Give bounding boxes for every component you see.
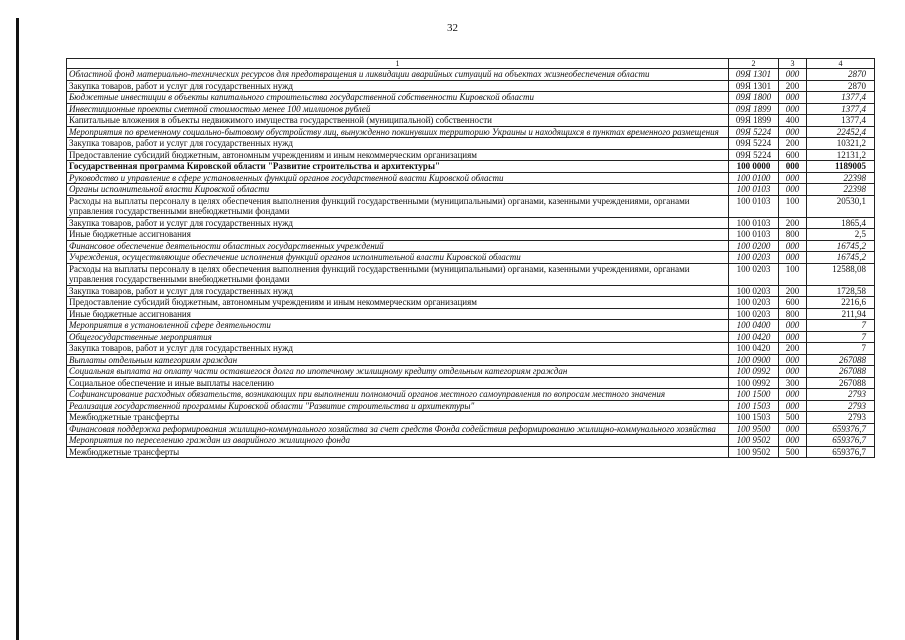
row-target-code: 09Я 1899 [729, 115, 779, 127]
row-description: Иные бюджетные ассигнования [67, 308, 729, 320]
table-row [67, 389, 875, 401]
row-amount: 7 [807, 320, 875, 332]
row-expense-type: 100 [779, 195, 807, 217]
row-amount: 2793 [807, 412, 875, 424]
table-row [67, 435, 875, 447]
table-row [67, 297, 875, 309]
row-expense-type: 200 [779, 80, 807, 92]
row-description: Финансовая поддержка реформирования жилищно-коммунального хозяйства за счет средств Фонда содействия реформированию жилищно-коммунального хозяйства [67, 423, 729, 435]
row-amount: 2216,6 [807, 297, 875, 309]
row-expense-type: 000 [779, 252, 807, 264]
row-description: Закупка товаров, работ и услуг для государственных нужд [67, 217, 729, 229]
row-amount: 16745,2 [807, 252, 875, 264]
column-number-4: 4 [807, 59, 875, 69]
row-target-code: 09Я 1899 [729, 103, 779, 115]
row-target-code: 100 0103 [729, 195, 779, 217]
row-target-code: 100 9502 [729, 446, 779, 458]
table-row [67, 446, 875, 458]
table-row [67, 343, 875, 355]
row-amount: 22398 [807, 184, 875, 196]
row-description: Софинансирование расходных обязательств, возникающих при выполнении полномочий органов местного самоуправления по вопросам местного значения [67, 389, 729, 401]
row-amount: 2870 [807, 80, 875, 92]
row-description: Закупка товаров, работ и услуг для государственных нужд [67, 80, 729, 92]
row-expense-type: 000 [779, 331, 807, 343]
row-description: Межбюджетные трансферты [67, 412, 729, 424]
row-expense-type: 200 [779, 285, 807, 297]
table-row [67, 377, 875, 389]
table-row [67, 412, 875, 424]
row-description: Реализация государственной программы Кировской области "Развитие строительства и архитектуры" [67, 400, 729, 412]
table-row [67, 308, 875, 320]
row-expense-type: 000 [779, 103, 807, 115]
row-description: Межбюджетные трансферты [67, 446, 729, 458]
table-row [67, 229, 875, 241]
row-amount: 659376,7 [807, 435, 875, 447]
row-target-code: 100 0203 [729, 285, 779, 297]
row-target-code: 100 0103 [729, 217, 779, 229]
row-amount: 22398 [807, 172, 875, 184]
row-target-code: 100 0200 [729, 240, 779, 252]
row-description: Мероприятия в установленной сфере деятельности [67, 320, 729, 332]
row-target-code: 100 0203 [729, 263, 779, 285]
row-description: Иные бюджетные ассигнования [67, 229, 729, 241]
row-expense-type: 000 [779, 320, 807, 332]
row-description: Бюджетные инвестиции в объекты капитального строительства государственной собственности Кировской области [67, 92, 729, 104]
row-expense-type: 000 [779, 184, 807, 196]
row-expense-type: 800 [779, 308, 807, 320]
table-row [67, 138, 875, 150]
row-amount: 1377,4 [807, 103, 875, 115]
row-target-code: 100 0992 [729, 366, 779, 378]
row-expense-type: 000 [779, 389, 807, 401]
row-expense-type: 000 [779, 240, 807, 252]
row-description: Предоставление субсидий бюджетным, автономным учреждениям и иным некоммерческим организациям [67, 149, 729, 161]
table-row [67, 184, 875, 196]
row-target-code: 100 9500 [729, 423, 779, 435]
row-expense-type: 500 [779, 412, 807, 424]
table-row [67, 92, 875, 104]
budget-table-container [66, 58, 874, 458]
table-row [67, 217, 875, 229]
row-description: Социальная выплата на оплату части оставшегося долга по ипотечному жилищному кредиту отдельным категориям граждан [67, 366, 729, 378]
table-row [67, 400, 875, 412]
row-amount: 1728,58 [807, 285, 875, 297]
table-row [67, 149, 875, 161]
row-amount: 7 [807, 331, 875, 343]
row-amount: 12588,08 [807, 263, 875, 285]
row-amount: 7 [807, 343, 875, 355]
row-amount: 267088 [807, 366, 875, 378]
row-target-code: 09Я 5224 [729, 149, 779, 161]
row-expense-type: 000 [779, 172, 807, 184]
row-amount: 659376,7 [807, 423, 875, 435]
row-target-code: 100 0103 [729, 229, 779, 241]
row-expense-type: 000 [779, 69, 807, 81]
row-target-code: 09Я 1800 [729, 92, 779, 104]
column-number-1: 1 [67, 59, 729, 69]
row-expense-type: 000 [779, 435, 807, 447]
row-target-code: 100 1500 [729, 389, 779, 401]
table-row [67, 195, 875, 217]
table-row [67, 69, 875, 81]
row-amount: 1377,4 [807, 115, 875, 127]
row-amount: 2870 [807, 69, 875, 81]
table-row [67, 161, 875, 173]
column-number-3: 3 [779, 59, 807, 69]
row-description: Закупка товаров, работ и услуг для государственных нужд [67, 285, 729, 297]
row-target-code: 100 0900 [729, 354, 779, 366]
row-description: Общегосударственные мероприятия [67, 331, 729, 343]
row-amount: 16745,2 [807, 240, 875, 252]
row-target-code: 100 9502 [729, 435, 779, 447]
row-target-code: 100 1503 [729, 412, 779, 424]
row-target-code: 100 1503 [729, 400, 779, 412]
row-description: Учреждения, осуществляющие обеспечение исполнения функций органов исполнительной власти Кировской области [67, 252, 729, 264]
row-description: Руководство и управление в сфере установленных функций органов государственной власти Кировской области [67, 172, 729, 184]
row-target-code: 09Я 1301 [729, 80, 779, 92]
row-expense-type: 100 [779, 263, 807, 285]
table-row [67, 331, 875, 343]
row-target-code: 100 0000 [729, 161, 779, 173]
row-amount: 267088 [807, 377, 875, 389]
row-expense-type: 000 [779, 354, 807, 366]
row-expense-type: 000 [779, 366, 807, 378]
row-amount: 659376,7 [807, 446, 875, 458]
row-target-code: 100 0420 [729, 331, 779, 343]
column-number-2: 2 [729, 59, 779, 69]
row-description: Социальное обеспечение и иные выплаты населению [67, 377, 729, 389]
row-amount: 22452,4 [807, 126, 875, 138]
row-expense-type: 200 [779, 138, 807, 150]
row-description: Инвестиционные проекты сметной стоимостью менее 100 миллионов рублей [67, 103, 729, 115]
row-target-code: 100 0203 [729, 308, 779, 320]
row-target-code: 09Я 5224 [729, 138, 779, 150]
row-expense-type: 600 [779, 149, 807, 161]
budget-table-body [67, 69, 875, 458]
column-number-row [67, 59, 875, 69]
row-amount: 2793 [807, 400, 875, 412]
row-expense-type: 200 [779, 217, 807, 229]
row-description: Предоставление субсидий бюджетным, автономным учреждениям и иным некоммерческим организациям [67, 297, 729, 309]
table-row [67, 80, 875, 92]
row-expense-type: 000 [779, 423, 807, 435]
row-amount: 1377,4 [807, 92, 875, 104]
row-expense-type: 200 [779, 343, 807, 355]
table-row [67, 320, 875, 332]
row-target-code: 100 0103 [729, 184, 779, 196]
row-description: Расходы на выплаты персоналу в целях обеспечения выполнения функций государственными (муниципальными) органами, казенными учреждениями, органами управления государственными внебюджетными фондами [67, 263, 729, 285]
page-number: 32 [447, 22, 458, 34]
row-amount: 1865,4 [807, 217, 875, 229]
row-description: Мероприятия по переселению граждан из аварийного жилищного фонда [67, 435, 729, 447]
row-target-code: 100 0420 [729, 343, 779, 355]
row-description: Расходы на выплаты персоналу в целях обеспечения выполнения функций государственными (муниципальными) органами, казенными учреждениями, органами управления государственными внебюджетными фондами [67, 195, 729, 217]
row-amount: 2793 [807, 389, 875, 401]
row-amount: 1189005 [807, 161, 875, 173]
row-expense-type: 000 [779, 92, 807, 104]
row-expense-type: 000 [779, 126, 807, 138]
row-description: Закупка товаров, работ и услуг для государственных нужд [67, 343, 729, 355]
table-row [67, 354, 875, 366]
table-row [67, 172, 875, 184]
page-left-edge [16, 18, 19, 640]
budget-table [66, 58, 875, 458]
table-row [67, 103, 875, 115]
row-description: Капитальные вложения в объекты недвижимого имущества государственной (муниципальной) собственности [67, 115, 729, 127]
row-expense-type: 600 [779, 297, 807, 309]
row-description: Мероприятия по временному социально-бытовому обустройству лиц, вынужденно покинувших территорию Украины и находящихся в пунктах временного размещения [67, 126, 729, 138]
row-target-code: 100 0203 [729, 252, 779, 264]
row-description: Областной фонд материально-технических ресурсов для предотвращения и ликвидации аварийных ситуаций на объектах жизнеобеспечения области [67, 69, 729, 81]
table-row [67, 126, 875, 138]
row-expense-type: 500 [779, 446, 807, 458]
row-expense-type: 000 [779, 161, 807, 173]
row-description: Государственная программа Кировской области "Развитие строительства и архитектуры" [67, 161, 729, 173]
row-amount: 211,94 [807, 308, 875, 320]
row-description: Закупка товаров, работ и услуг для государственных нужд [67, 138, 729, 150]
row-target-code: 100 0400 [729, 320, 779, 332]
table-row [67, 252, 875, 264]
table-row [67, 263, 875, 285]
table-row [67, 423, 875, 435]
row-description: Выплаты отдельным категориям граждан [67, 354, 729, 366]
row-target-code: 09Я 5224 [729, 126, 779, 138]
row-amount: 10321,2 [807, 138, 875, 150]
row-description: Органы исполнительной власти Кировской области [67, 184, 729, 196]
row-target-code: 100 0100 [729, 172, 779, 184]
row-amount: 2,5 [807, 229, 875, 241]
table-row [67, 115, 875, 127]
row-amount: 20530,1 [807, 195, 875, 217]
row-description: Финансовое обеспечение деятельности областных государственных учреждений [67, 240, 729, 252]
row-target-code: 100 0992 [729, 377, 779, 389]
row-amount: 267088 [807, 354, 875, 366]
row-expense-type: 800 [779, 229, 807, 241]
row-target-code: 09Я 1301 [729, 69, 779, 81]
table-row [67, 240, 875, 252]
row-expense-type: 400 [779, 115, 807, 127]
row-amount: 12131,2 [807, 149, 875, 161]
row-target-code: 100 0203 [729, 297, 779, 309]
row-expense-type: 300 [779, 377, 807, 389]
table-row [67, 366, 875, 378]
row-expense-type: 000 [779, 400, 807, 412]
table-row [67, 285, 875, 297]
